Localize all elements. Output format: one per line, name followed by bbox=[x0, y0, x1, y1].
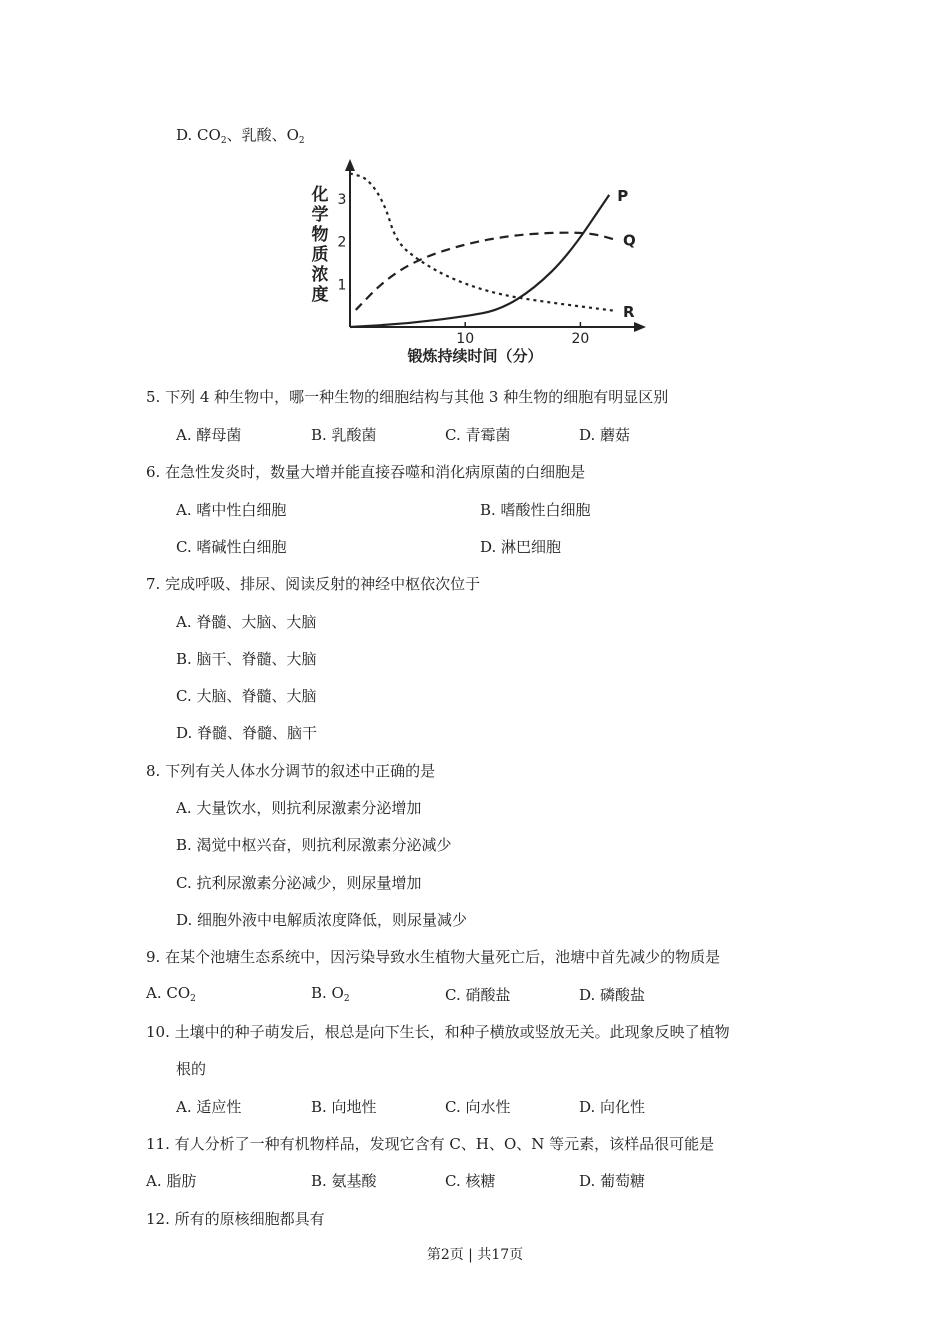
concentration-chart bbox=[300, 155, 660, 370]
answer-option: A. 适应性 bbox=[176, 1098, 242, 1116]
question-stem-continued: 根的 bbox=[176, 1060, 207, 1078]
y-tick-label: 1 bbox=[337, 277, 347, 294]
answer-option: A. 脂肪 bbox=[146, 1172, 197, 1190]
subscript: 2 bbox=[298, 136, 305, 146]
x-axis-arrow bbox=[634, 322, 646, 332]
answer-option: D. 细胞外液中电解质浓度降低，则尿量减少 bbox=[176, 911, 468, 929]
series-R-line bbox=[350, 174, 615, 311]
series-P-label: P bbox=[617, 186, 629, 205]
answer-option: C. 青霉菌 bbox=[445, 426, 511, 444]
option-text: 、乳酸、O bbox=[226, 126, 299, 144]
subscript: 2 bbox=[190, 994, 196, 1004]
q4-option-d bbox=[176, 124, 305, 146]
series-R-label: R bbox=[622, 302, 635, 321]
question-stem: 8. 下列有关人体水分调节的叙述中正确的是 bbox=[146, 762, 436, 780]
y-tick-label: 2 bbox=[337, 234, 347, 251]
axis-ticks bbox=[338, 192, 590, 347]
y-label-char: 物 bbox=[311, 225, 329, 245]
question-stem: 9. 在某个池塘生态系统中，因污染导致水生植物大量死亡后，池塘中首先减少的物质是 bbox=[146, 948, 721, 966]
option-text: A. CO bbox=[146, 984, 191, 1002]
option-text: B. O bbox=[311, 984, 344, 1002]
x-tick-label: 10 bbox=[456, 331, 475, 347]
y-tick-label: 3 bbox=[337, 192, 347, 209]
answer-option: D. 蘑菇 bbox=[579, 426, 631, 444]
answer-option: A. 大量饮水，则抗利尿激素分泌增加 bbox=[176, 799, 422, 817]
y-label-char: 学 bbox=[311, 205, 329, 225]
answer-option: C. 硝酸盐 bbox=[445, 986, 511, 1004]
answer-option: A. 酵母菌 bbox=[176, 426, 242, 444]
answer-option: B. 脑干、脊髓、大脑 bbox=[176, 650, 317, 668]
y-label-char: 度 bbox=[311, 285, 329, 305]
x-tick-label: 20 bbox=[571, 331, 590, 347]
y-label-char: 化 bbox=[311, 185, 329, 205]
answer-option: C. 嗜碱性白细胞 bbox=[176, 538, 287, 556]
subscript: 2 bbox=[220, 136, 227, 146]
series-labels bbox=[617, 187, 636, 321]
answer-option: A. 嗜中性白细胞 bbox=[176, 501, 287, 519]
answer-option: C. 抗利尿激素分泌减少，则尿量增加 bbox=[176, 874, 422, 892]
answer-option: B. 乳酸菌 bbox=[311, 426, 377, 444]
answer-option: C. 核糖 bbox=[445, 1172, 496, 1190]
answer-option: D. 葡萄糖 bbox=[579, 1172, 646, 1190]
y-label-char: 浓 bbox=[311, 265, 329, 285]
question-stem: 10. 土壤中的种子萌发后，根总是向下生长，和种子横放或竖放无关。此现象反映了植物 bbox=[146, 1023, 730, 1041]
answer-option: D. 淋巴细胞 bbox=[480, 538, 562, 556]
answer-option: B. 氨基酸 bbox=[311, 1172, 377, 1190]
answer-option: A. 脊髓、大脑、大脑 bbox=[176, 613, 317, 631]
x-axis-label: 锻炼持续时间（分） bbox=[407, 347, 543, 365]
answer-option: B. 向地性 bbox=[311, 1098, 377, 1116]
y-label-char: 质 bbox=[311, 245, 329, 265]
subscript: 2 bbox=[343, 994, 350, 1004]
answer-option: D. 向化性 bbox=[579, 1098, 646, 1116]
answer-option: C. 向水性 bbox=[445, 1098, 511, 1116]
answer-option: B. 渴觉中枢兴奋，则抗利尿激素分泌减少 bbox=[176, 836, 452, 854]
answer-option: D. 磷酸盐 bbox=[579, 986, 646, 1004]
question-stem: 6. 在急性发炎时，数量大增并能直接吞噬和消化病原菌的白细胞是 bbox=[146, 463, 586, 481]
answer-option: D. 脊髓、脊髓、脑干 bbox=[176, 724, 318, 742]
question-stem: 5. 下列 4 种生物中，哪一种生物的细胞结构与其他 3 种生物的细胞有明显区别 bbox=[146, 388, 669, 406]
y-axis-arrow bbox=[345, 159, 355, 171]
question-stem: 12. 所有的原核细胞都具有 bbox=[146, 1210, 325, 1228]
page-footer: 第2页 | 共17页 bbox=[426, 1247, 524, 1263]
series-lines bbox=[350, 174, 615, 327]
answer-option bbox=[311, 984, 350, 1004]
question-stem: 11. 有人分析了一种有机物样品，发现它含有 C、H、O、N 等元素，该样品很可能是 bbox=[146, 1135, 715, 1153]
series-P-line bbox=[350, 195, 609, 327]
answer-option: B. 嗜酸性白细胞 bbox=[480, 501, 591, 519]
option-label: D. bbox=[176, 126, 193, 144]
y-axis-label bbox=[311, 184, 329, 305]
series-Q-label: Q bbox=[622, 231, 636, 250]
option-text: CO bbox=[197, 126, 221, 144]
answer-option: C. 大脑、脊髓、大脑 bbox=[176, 687, 317, 705]
question-stem: 7. 完成呼吸、排尿、阅读反射的神经中枢依次位于 bbox=[146, 575, 481, 593]
answer-option bbox=[146, 984, 196, 1004]
